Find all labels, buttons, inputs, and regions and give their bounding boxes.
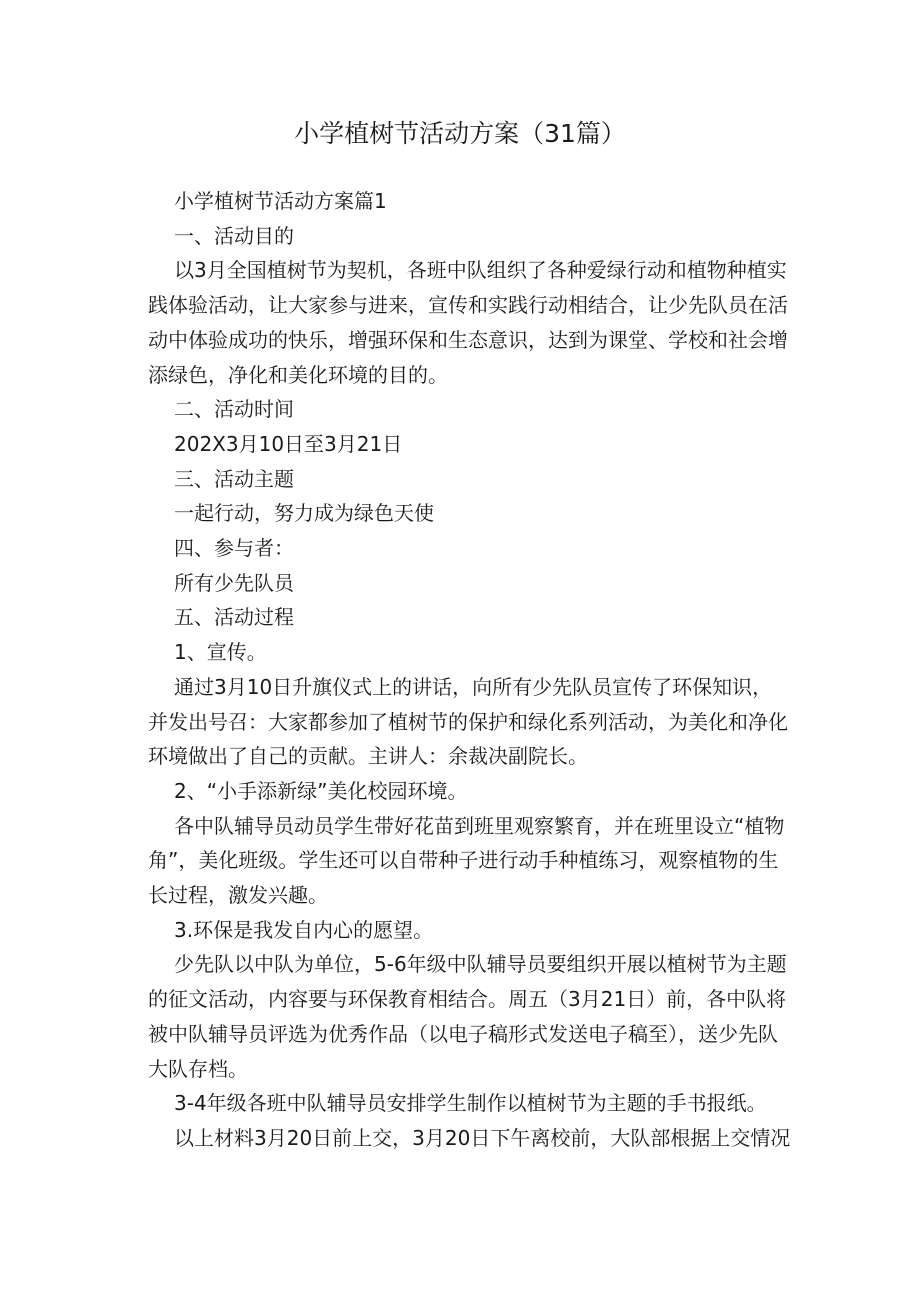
paragraph-essay: 少先队以中队为单位，5-6年级中队辅导员要组织开展以植树节为主题的征文活动，内容要与环保教育相结合。周五（3月21日）前，各中队将被中队辅导员评选为优秀作品（以电子稿形式发送电子稿至），送少先队大队存档。 [148,952,787,1081]
paragraph-publicity: 通过3月10日升旗仪式上的讲话，向所有少先队员宣传了环保知识，并发出号召：大家都参加了植树节的保护和绿化系列活动，为美化和净化环境做出了自己的贡献。主讲人：余裁决副院长。 [148,674,788,769]
section-heading-theme: 三、活动主题 [174,466,294,491]
section-heading-article: 小学植树节活动方案篇1 [174,189,387,213]
section-heading-participants: 四、参与者： [174,536,294,561]
document-body [148,184,792,1156]
paragraph-greening: 各中队辅导员动员学生带好花苗到班里观察繁育，并在班里设立“植物角”，美化班级。学生还可以自带种子进行动手种植练习，观察植物的生长过程，激发兴趣。 [148,813,785,908]
section-heading-process: 五、活动过程 [174,605,294,630]
step-heading-environment: 3.环保是我发自内心的愿望。 [174,917,434,942]
paragraph-purpose: 以3月全国植树节为契机，各班中队组织了各种爱绿行动和植物种植实践体验活动，让大家参与进来，宣传和实践行动相结合，让少先队员在活动中体验成功的快乐，增强环保和生态意识，达到为课堂、学校和社会增添绿色，净化和美化环境的目的。 [148,258,788,387]
paragraph-handwritten-newspaper: 3-4年级各班中队辅导员安排学生制作以植树节为主题的手书报纸。 [174,1091,767,1116]
activity-date-range: 202X3月10日至3月21日 [174,431,403,456]
activity-theme: 一起行动，努力成为绿色天使 [174,501,434,526]
paragraph-submission: 以上材料3月20日前上交，3月20日下午离校前，大队部根据上交情况 [174,1125,791,1150]
section-heading-time: 二、活动时间 [174,397,294,422]
section-heading-purpose: 一、活动目的 [174,223,294,248]
step-heading-greening: 2、“小手添新绿”美化校园环境。 [174,778,468,803]
step-heading-publicity: 1、宣传。 [174,640,267,665]
document-title: 小学植树节活动方案（31篇） [294,119,626,148]
participants-text: 所有少先队员 [174,570,294,595]
